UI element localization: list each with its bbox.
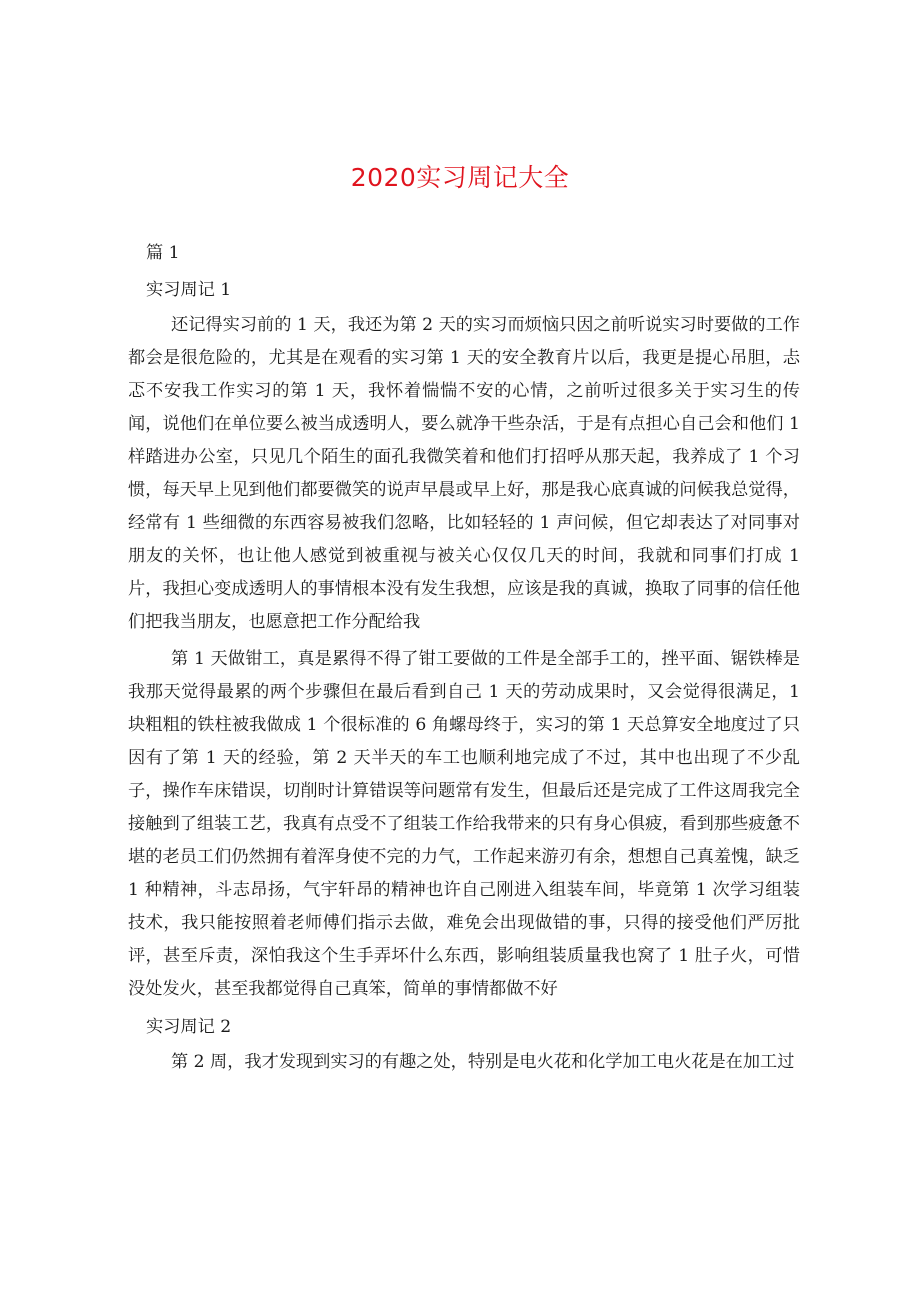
document-body: [128, 235, 800, 1079]
paragraph: 第 2 周，我才发现到实习的有趣之处，特别是电火花和化学加工电火花是在加工过: [171, 1052, 795, 1072]
paragraph: 第 1 天做钳工，真是累得不得了钳工要做的工件是全部手工的，挫平面、锯铁棒是我那天觉得最累的两个步骤但在最后看到自己 1 天的劳动成果时，又会觉得很满足，1 块粗粗的铁柱被我做成 1 个很标准的 6 角螺母终于，实习的第 1 天总算安全地度过了只因有了第 1 天的经验，第 2 天半天的车工也顺利地完成了不过，其中也出现了不少乱子，操作车床错误，切削时计算错误等问题常有发生，但最后还是完成了工件这周我完全接触到了组装工艺，我真有点受不了组装工作给我带来的只有身心俱疲，看到那些疲惫不堪的老员工们仍然拥有着浑身使不完的力气，工作起来游刃有余，想想自己真羞愧，缺乏 1 种精神，斗志昂扬，气宇轩昂的精神也许自己刚进入组装车间，毕竟第 1 次学习组装技术，我只能按照着老师傅们指示去做，难免会出现做错的事，只得的接受他们严厉批评，甚至斥责，深怕我这个生手弄坏什么东西，影响组装质量我也窝了 1 肚子火，可惜没处发火，甚至我都觉得自己真笨，简单的事情都做不好: [128, 649, 800, 999]
entry-heading: 实习周记 2: [146, 1017, 232, 1037]
paragraph: 还记得实习前的 1 天，我还为第 2 天的实习而烦恼只因之前听说实习时要做的工作都会是很危险的，尤其是在观看的实习第 1 天的安全教育片以后，我更是提心吊胆，忐忑不安我工作实习的第 1 天，我怀着惴惴不安的心情，之前听过很多关于实习生的传闻，说他们在单位要么被当成透明人，要么就净干些杂活，于是有点担心自己会和他们 1 样踏进办公室，只见几个陌生的面孔我微笑着和他们打招呼从那天起，我养成了 1 个习惯，每天早上见到他们都要微笑的说声早晨或早上好，那是我心底真诚的问候我总觉得，经常有 1 些细微的东西容易被我们忽略，比如轻轻的 1 声问候，但它却表达了对同事对朋友的关怀，也让他人感觉到被重视与被关心仅仅几天的时间，我就和同事们打成 1 片，我担心变成透明人的事情根本没有发生我想，应该是我的真诚，换取了同事的信任他们把我当朋友，也愿意把工作分配给我: [128, 315, 800, 632]
section-label: 篇 1: [146, 243, 180, 263]
entry-heading: 实习周记 1: [146, 280, 232, 300]
document-title: 2020实习周记大全: [350, 163, 570, 192]
